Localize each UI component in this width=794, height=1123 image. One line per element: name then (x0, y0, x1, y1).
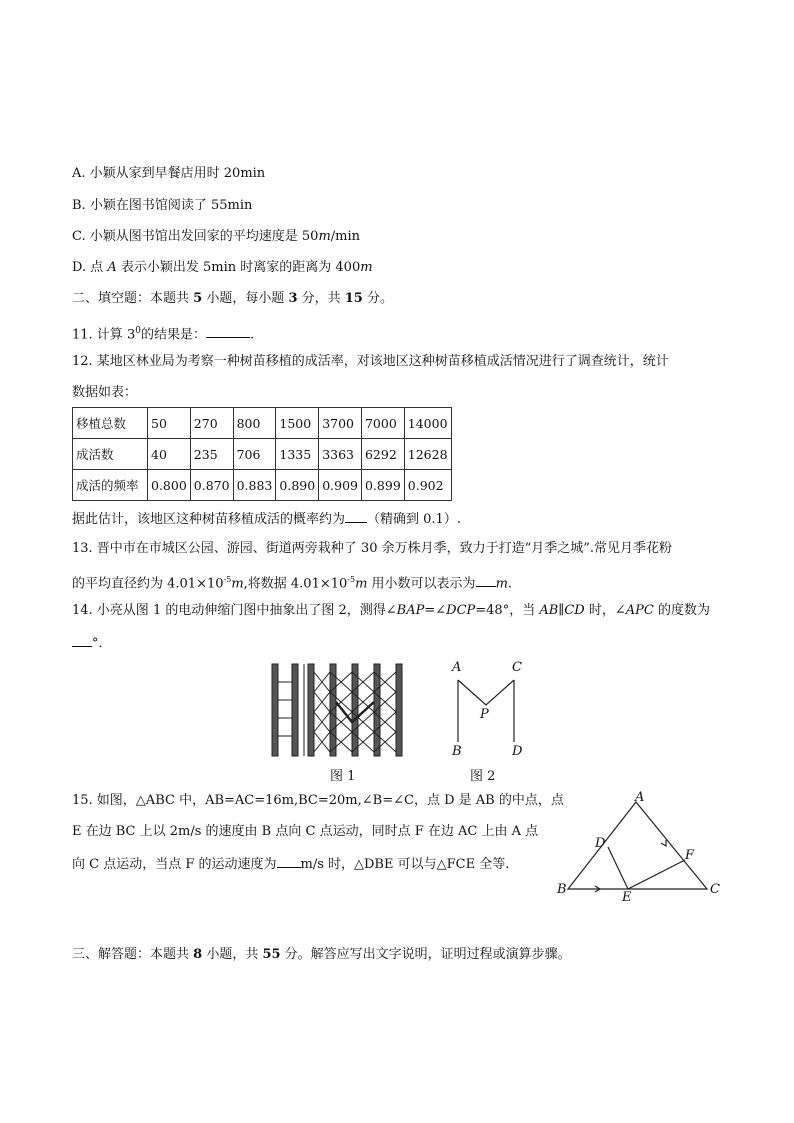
label-a: A (452, 660, 462, 675)
figure-1-telescopic-gate (268, 662, 420, 758)
triangle-figure (555, 790, 725, 905)
table-row-header: 成活数 (73, 439, 148, 470)
q14-val: =48°，当 (475, 603, 540, 618)
section-2-post: 分。 (362, 291, 393, 306)
unit-m: m (231, 576, 244, 592)
table-cell: 1500 (276, 408, 319, 439)
label-d: D (595, 836, 606, 851)
option-b: B. 小颖在图书馆阅读了 55min (72, 198, 253, 213)
q15-line3-pre: 向 C 点运动，当点 F 的运动速度为 (72, 857, 277, 872)
q14-pre: 14. 小亮从图 1 的电动伸缩门图中抽象出了图 2，测得∠ (72, 603, 397, 618)
q11-pre: 11. 计算 3 (72, 327, 136, 343)
q13-pre: 的平均直径约为 4.01×10 (72, 576, 224, 592)
table-cell: 706 (233, 439, 276, 470)
question-12-after (72, 509, 461, 529)
point-a: A (107, 260, 117, 275)
section-3-heading (72, 946, 571, 964)
parallel-sign: ∥ (558, 603, 565, 618)
table-cell: 1335 (276, 439, 319, 470)
q14-line2: °． (92, 636, 112, 651)
angle-dcp: DCP (446, 603, 476, 618)
unit-m: m (318, 229, 331, 244)
question-13-line-2 (72, 571, 512, 593)
table-cell: 0.902 (404, 470, 451, 501)
table-cell: 7000 (361, 408, 404, 439)
section-3-post: 分。解答应写出文字说明，证明过程或演算步骤。 (280, 947, 571, 962)
section-2-pre: 二、填空题：本题共 (72, 291, 194, 306)
q14-mid: 时，∠ (584, 603, 626, 618)
q11-end: . (249, 327, 255, 343)
table-cell: 235 (190, 439, 233, 470)
section-3-count: 8 (193, 947, 203, 962)
q13-end: . (507, 576, 513, 592)
option-d-text: D. 点 (72, 260, 108, 275)
answer-blank[interactable] (476, 573, 496, 587)
q12-after-post: （精确到 0.1）. (367, 512, 461, 527)
label-a: A (635, 790, 645, 805)
table-row (73, 408, 452, 439)
figure-2-caption: 图 2 (470, 769, 496, 784)
q13-exponent: -5 (347, 575, 356, 584)
table-row (73, 439, 452, 470)
q14-post: 的度数为 (653, 603, 710, 618)
section-3-total: 55 (262, 947, 281, 962)
question-13-line-1: 13. 晋中市在市城区公园、游园、街道两旁栽种了 30 余万株月季，致力于打造“月季之城”.常见月季花粉 (72, 541, 673, 556)
table-cell: 270 (190, 408, 233, 439)
section-2-total: 15 (344, 291, 363, 306)
answer-blank[interactable] (72, 633, 92, 647)
option-a: A. 小颖从家到早餐店用时 20min (72, 166, 266, 181)
label-c: C (512, 660, 522, 675)
table-cell: 0.800 (148, 470, 191, 501)
option-c (72, 228, 360, 246)
question-12-line-2: 数据如表： (72, 385, 138, 400)
table-row (73, 470, 452, 501)
question-14-line-2 (72, 633, 112, 653)
option-c-text: C. 小颖从图书馆出发回家的平均速度是 50 (72, 229, 319, 244)
answer-blank[interactable] (277, 854, 301, 868)
option-d-text-2: 表示小颖出发 5min 时离家的距离为 400 (116, 260, 361, 275)
table-cell: 14000 (404, 408, 451, 439)
table-cell: 0.899 (361, 470, 404, 501)
unit-m: m (355, 576, 368, 592)
table-cell: 0.870 (190, 470, 233, 501)
table-cell: 40 (148, 439, 191, 470)
table-cell: 12628 (404, 439, 451, 470)
question-15-line-1: 15. 如图，△ABC 中，AB=AC=16m,BC=20m,∠B=∠C，点 D 是 AB 的中点，点 (72, 793, 564, 808)
data-table (72, 407, 452, 501)
label-d: D (512, 744, 523, 759)
answer-blank[interactable] (345, 509, 367, 523)
figure-1-caption: 图 1 (330, 769, 356, 784)
option-d (72, 259, 373, 277)
q13-exponent: -5 (223, 575, 232, 584)
section-3-pre: 三、解答题：本题共 (72, 947, 194, 962)
angle-bap: BAP (396, 603, 425, 618)
question-15-line-3 (72, 854, 509, 874)
question-15-line-2: E 在边 BC 上以 2m/s 的速度由 B 点向 C 点运动，同时点 F 在边 AC 上由 A 点 (72, 824, 539, 839)
label-b: B (452, 744, 462, 759)
q11-exponent: 0 (135, 326, 141, 336)
angle-apc: APC (625, 603, 654, 618)
q13-mid: ,将数据 4.01×10 (243, 576, 348, 592)
question-11 (72, 322, 254, 344)
section-2-count: 5 (193, 291, 203, 306)
q13-mid2: 用小数可以表示为 (367, 576, 476, 592)
unit-m: m (495, 576, 508, 592)
label-c: C (710, 882, 720, 897)
section-2-mid2: 分，共 (297, 291, 345, 306)
section-2-mid: 小题，每小题 (202, 291, 289, 306)
q14-eq: =∠ (424, 603, 447, 618)
q11-post: 的结果是： (140, 327, 206, 343)
label-p: P (480, 707, 489, 722)
section-2-heading (72, 290, 393, 308)
table-row-header: 成活的频率 (73, 470, 148, 501)
table-cell: 800 (233, 408, 276, 439)
table-cell: 6292 (361, 439, 404, 470)
question-12-line-1: 12. 某地区林业局为考察一种树苗移植的成活率，对该地区这种树苗移植成活情况进行了调查统计，统计 (72, 354, 669, 369)
table-cell: 0.883 (233, 470, 276, 501)
table-cell: 50 (148, 408, 191, 439)
unit-m: m (360, 260, 373, 275)
q12-after-pre: 据此估计，该地区这种树苗移植成活的概率约为 (72, 512, 346, 527)
section-2-score: 3 (288, 291, 298, 306)
table-cell: 0.909 (319, 470, 362, 501)
label-e: E (622, 890, 632, 905)
question-14-line-1 (72, 602, 710, 620)
answer-blank[interactable] (206, 324, 250, 338)
label-b: B (557, 882, 567, 897)
table-cell: 3363 (319, 439, 362, 470)
table-cell: 3700 (319, 408, 362, 439)
label-f: F (685, 848, 695, 863)
q15-line3-post: m/s 时，△DBE 可以与△FCE 全等. (300, 857, 510, 872)
table-cell: 0.890 (276, 470, 319, 501)
table-row-header: 移植总数 (73, 408, 148, 439)
option-c-unit: /min (330, 229, 361, 244)
segment-ab: AB (539, 603, 559, 618)
section-3-mid: 小题，共 (202, 947, 263, 962)
segment-cd: CD (564, 603, 585, 618)
